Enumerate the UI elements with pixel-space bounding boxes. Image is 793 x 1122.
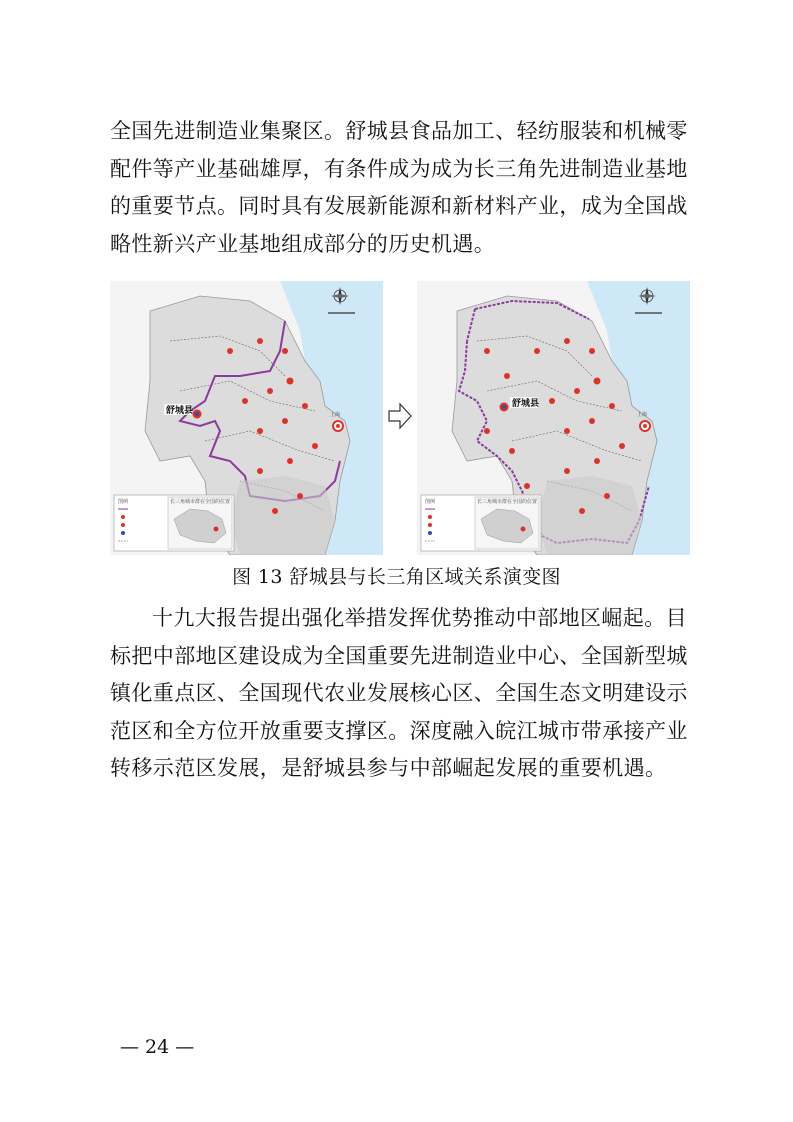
shanghai-label: 上海 — [637, 412, 648, 418]
page-number: — 24 — — [120, 1036, 195, 1058]
shanghai-label: 上海 — [330, 412, 341, 418]
map-left — [110, 281, 383, 555]
legend-title: 图例 — [425, 499, 436, 505]
figure-caption: 图 13 舒城县与长三角区域关系演变图 — [232, 566, 561, 588]
shucheng-label: 舒城县 — [166, 406, 194, 416]
map-right-graphic — [417, 281, 690, 555]
map-left-graphic — [110, 281, 383, 555]
shucheng-label: 舒城县 — [512, 399, 540, 409]
legend-title: 图例 — [118, 499, 129, 505]
body-paragraph-2: 十九大报告提出强化举措发挥优势推动中部地区崛起。目标把中部地区建设成为全国重要先进制造业中心、全国新型城镇化重点区、全国现代农业发展核心区、全国生态文明建设示范区和全方位开放重要支撑区。深度融入皖江城市带承接产业转移示范区发展，是舒城县参与中部崛起发展的重要机遇。 — [110, 606, 688, 781]
inset-title: 长三角城市群在全国的位置 — [170, 499, 231, 505]
inset-title: 长三角城市群在全国的位置 — [477, 499, 538, 505]
map-right — [417, 281, 690, 555]
figure — [110, 281, 692, 555]
body-paragraph-1: 全国先进制造业集聚区。舒城县食品加工、轻纺服装和机械零配件等产业基础雄厚，有条件成为成为长三角先进制造业基地的重要节点。同时具有发展新能源和新材料产业，成为全国战略性新兴产业基地组成部分的历史机遇。 — [110, 119, 688, 256]
arrow-right-icon — [387, 401, 413, 431]
